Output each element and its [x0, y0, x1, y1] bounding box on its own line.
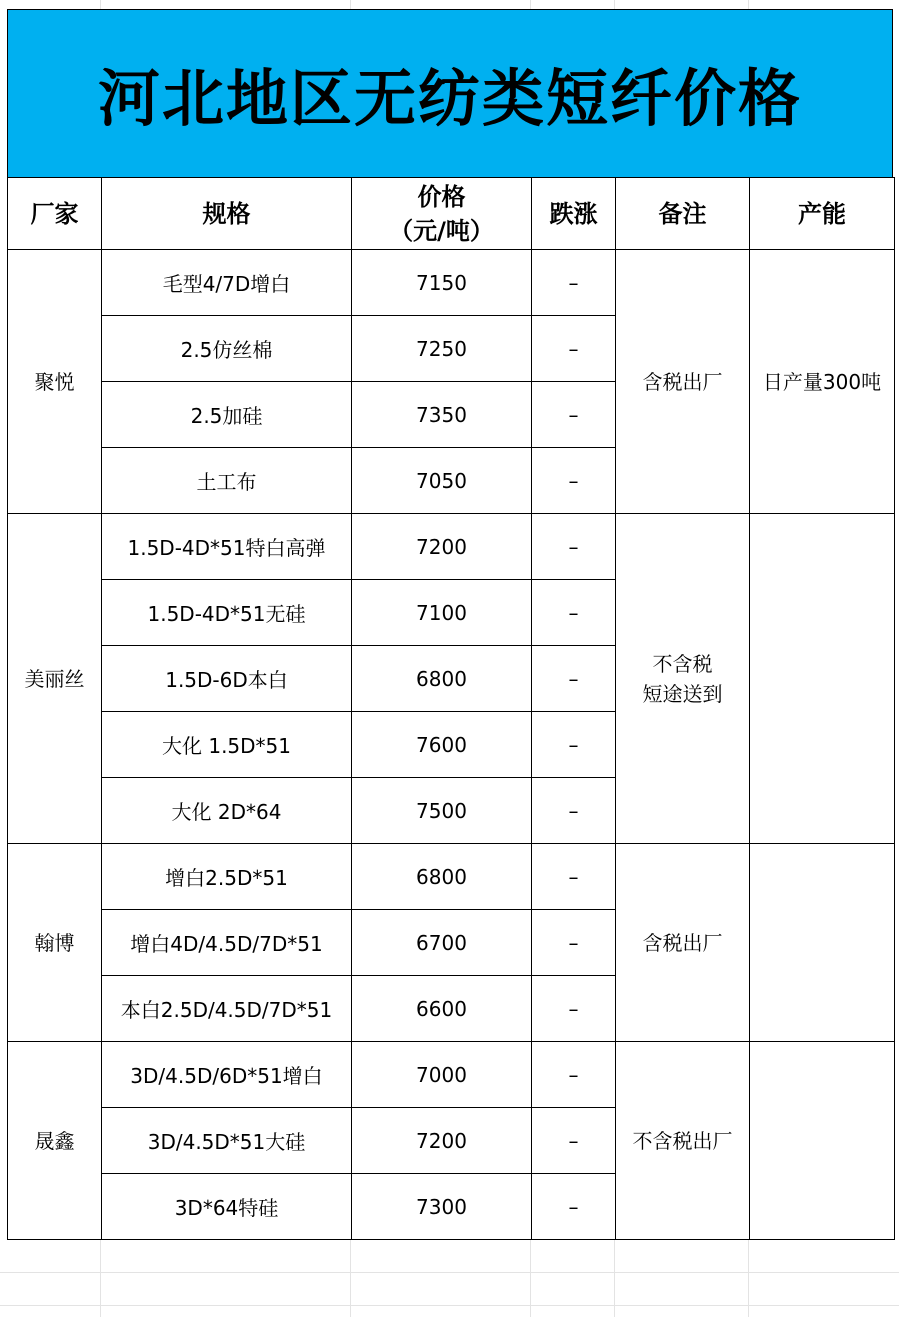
header-change-label: 跌涨	[549, 199, 598, 228]
header-spec[interactable]	[102, 178, 352, 250]
note-line: 含税出厂	[642, 369, 723, 394]
table-row	[8, 844, 895, 910]
spec-cell[interactable]: 大化 1.5D*51	[102, 712, 352, 778]
change-cell[interactable]: –	[532, 580, 616, 646]
header-capacity-label: 产能	[798, 199, 846, 228]
price-table	[7, 177, 895, 1240]
spec-cell[interactable]: 3D/4.5D*51大硅	[102, 1108, 352, 1174]
note-cell[interactable]	[616, 514, 750, 844]
spec-cell[interactable]: 增白4D/4.5D/7D*51	[102, 910, 352, 976]
title-banner[interactable]	[7, 9, 893, 178]
header-price-line1: 价格	[417, 182, 466, 211]
change-cell[interactable]: –	[532, 448, 616, 514]
gridline	[0, 1272, 899, 1273]
price-cell[interactable]: 7150	[352, 250, 532, 316]
header-note[interactable]	[616, 178, 750, 250]
spec-cell[interactable]: 3D/4.5D/6D*51增白	[102, 1042, 352, 1108]
change-cell[interactable]: –	[532, 844, 616, 910]
price-cell[interactable]: 7350	[352, 382, 532, 448]
factory-cell[interactable]: 美丽丝	[8, 514, 102, 844]
spec-cell[interactable]: 本白2.5D/4.5D/7D*51	[102, 976, 352, 1042]
factory-cell[interactable]: 聚悦	[8, 250, 102, 514]
capacity-cell[interactable]	[750, 514, 895, 844]
capacity-cell[interactable]	[750, 844, 895, 1042]
price-cell[interactable]: 7000	[352, 1042, 532, 1108]
header-factory[interactable]	[8, 178, 102, 250]
header-price[interactable]	[352, 178, 532, 250]
header-row	[8, 178, 895, 250]
price-cell[interactable]: 6800	[352, 646, 532, 712]
spec-cell[interactable]: 毛型4/7D增白	[102, 250, 352, 316]
header-change[interactable]	[532, 178, 616, 250]
price-cell[interactable]: 7600	[352, 712, 532, 778]
spec-cell[interactable]: 1.5D-4D*51无硅	[102, 580, 352, 646]
spec-cell[interactable]: 1.5D-4D*51特白高弹	[102, 514, 352, 580]
change-cell[interactable]: –	[532, 910, 616, 976]
change-cell[interactable]: –	[532, 712, 616, 778]
change-cell[interactable]: –	[532, 382, 616, 448]
note-line: 不含税	[652, 651, 713, 676]
change-cell[interactable]: –	[532, 646, 616, 712]
page-title: 河北地区无纺类短纤价格	[97, 62, 802, 135]
gridline	[0, 1305, 899, 1306]
header-factory-label: 厂家	[30, 199, 79, 228]
price-cell[interactable]: 7300	[352, 1174, 532, 1240]
spec-cell[interactable]: 1.5D-6D本白	[102, 646, 352, 712]
spec-cell[interactable]: 2.5仿丝棉	[102, 316, 352, 382]
header-spec-label: 规格	[202, 199, 251, 228]
capacity-cell[interactable]: 日产量300吨	[750, 250, 895, 514]
price-cell[interactable]: 6600	[352, 976, 532, 1042]
note-cell[interactable]	[616, 1042, 750, 1240]
table-row	[8, 514, 895, 580]
price-cell[interactable]: 7050	[352, 448, 532, 514]
change-cell[interactable]: –	[532, 1174, 616, 1240]
price-cell[interactable]: 6700	[352, 910, 532, 976]
change-cell[interactable]: –	[532, 778, 616, 844]
note-cell[interactable]	[616, 250, 750, 514]
note-line: 短途送到	[642, 681, 723, 706]
spec-cell[interactable]: 增白2.5D*51	[102, 844, 352, 910]
change-cell[interactable]: –	[532, 1042, 616, 1108]
table-row	[8, 250, 895, 316]
spec-cell[interactable]: 3D*64特硅	[102, 1174, 352, 1240]
capacity-cell[interactable]	[750, 1042, 895, 1240]
price-cell[interactable]: 6800	[352, 844, 532, 910]
price-cell[interactable]: 7500	[352, 778, 532, 844]
factory-cell[interactable]: 晟鑫	[8, 1042, 102, 1240]
note-line: 含税出厂	[642, 930, 723, 955]
price-cell[interactable]: 7250	[352, 316, 532, 382]
spec-cell[interactable]: 土工布	[102, 448, 352, 514]
table-row	[8, 1042, 895, 1108]
spec-cell[interactable]: 2.5加硅	[102, 382, 352, 448]
price-cell[interactable]: 7200	[352, 1108, 532, 1174]
spec-cell[interactable]: 大化 2D*64	[102, 778, 352, 844]
change-cell[interactable]: –	[532, 976, 616, 1042]
change-cell[interactable]: –	[532, 316, 616, 382]
header-capacity[interactable]	[750, 178, 895, 250]
price-cell[interactable]: 7100	[352, 580, 532, 646]
change-cell[interactable]: –	[532, 250, 616, 316]
change-cell[interactable]: –	[532, 514, 616, 580]
header-note-label: 备注	[658, 199, 707, 228]
note-line: 不含税出厂	[632, 1128, 733, 1153]
price-cell[interactable]: 7200	[352, 514, 532, 580]
factory-cell[interactable]: 翰博	[8, 844, 102, 1042]
change-cell[interactable]: –	[532, 1108, 616, 1174]
note-cell[interactable]	[616, 844, 750, 1042]
header-price-line2: （元/吨）	[389, 216, 494, 245]
